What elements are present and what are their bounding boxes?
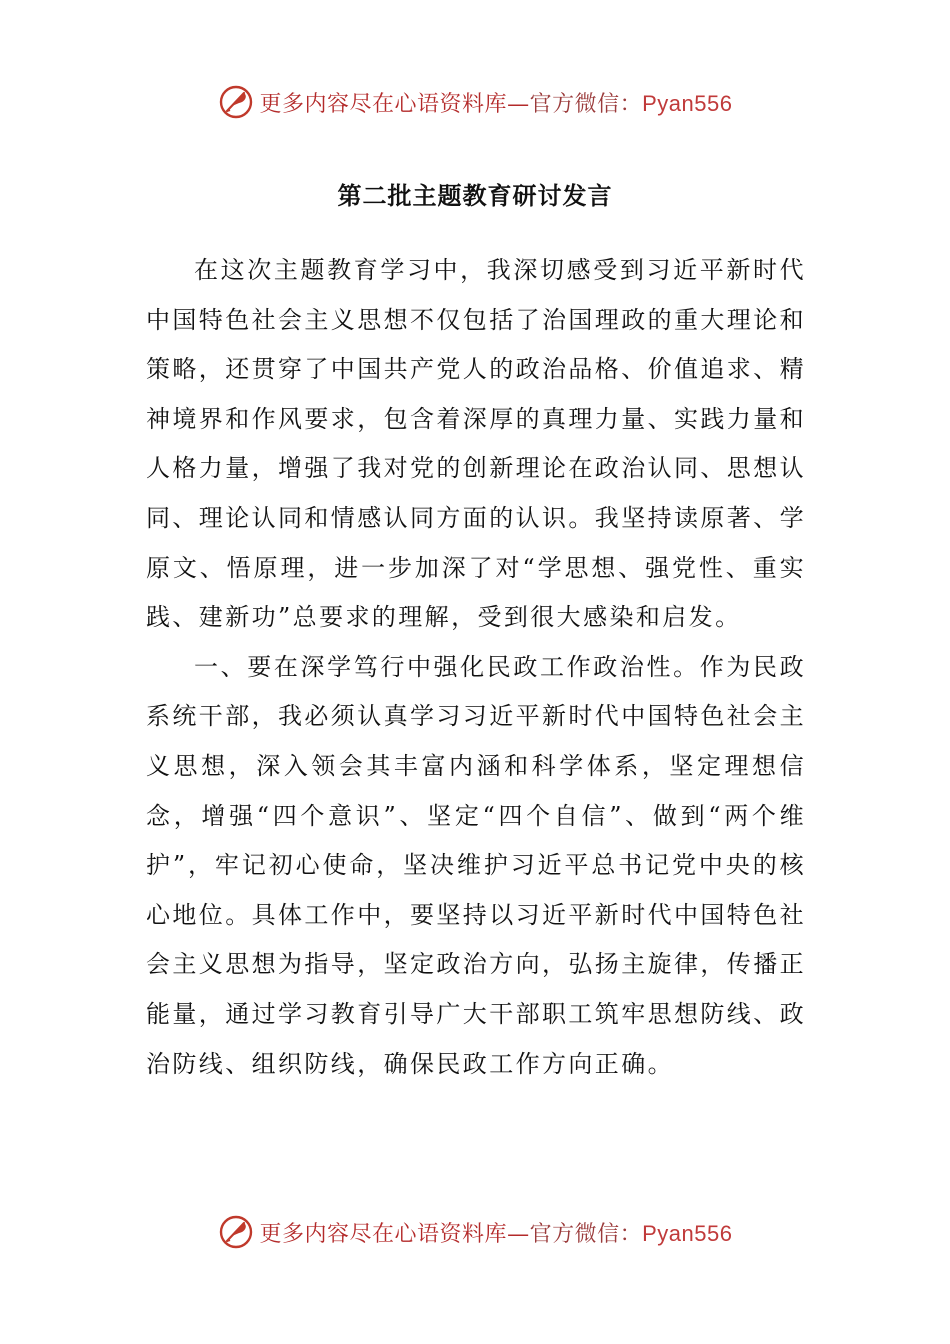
watermark-wechat-id: Pyan556 (642, 90, 733, 116)
paragraph-intro: 在这次主题教育学习中，我深切感受到习近平新时代中国特色社会主义思想不仅包括了治国理政的重大理论和策略，还贯穿了中国共产党人的政治品格、价值追求、精神境界和作风要求，包含着深厚的真理力量、实践力量和人格力量，增强了我对党的创新理论在政治认同、思想认同、理论认同和情感认同方面的认识。我坚持读原著、学原文、悟原理，进一步加深了对“学思想、强党性、重实践、建新功”总要求的理解，受到很大感染和启发。 (146, 256, 806, 632)
paragraph-section-1: 一、要在深学笃行中强化民政工作政治性。作为民政系统干部，我必须认真学习习近平新时代中国特色社会主义思想，深入领会其丰富内涵和科学体系，坚定理想信念，增强“四个意识”、坚定“四个自信”、做到“两个维护”，牢记初心使命，坚决维护习近平总书记党中央的核心地位。具体工作中，要坚持以习近平新时代中国特色社会主义思想为指导，坚定政治方向，弘扬主旋律，传播正能量，通过学习教育引导广大干部职工筑牢思想防线、政治防线、组织防线，确保民政工作方向正确。 (146, 652, 806, 1078)
document-body (146, 246, 806, 1089)
quill-pen-logo-icon (218, 1214, 254, 1250)
watermark-dash: — (507, 1221, 530, 1247)
watermark-brand: 更多内容尽在心语资料库 (259, 1221, 508, 1247)
header-watermark (0, 80, 950, 124)
watermark-wechat-id: Pyan556 (642, 1220, 733, 1246)
watermark-text (260, 1217, 733, 1248)
watermark-wechat-label: 官方微信： (529, 1221, 643, 1247)
footer-watermark (0, 1210, 950, 1254)
watermark-brand: 更多内容尽在心语资料库 (259, 91, 508, 117)
watermark-wechat-label: 官方微信： (529, 91, 643, 117)
watermark-group (218, 84, 733, 120)
watermark-dash: — (507, 91, 530, 117)
watermark-group (218, 1214, 733, 1250)
quill-pen-logo-icon (218, 84, 254, 120)
document-title: 第二批主题教育研讨发言 (337, 181, 613, 210)
watermark-text (260, 87, 733, 118)
